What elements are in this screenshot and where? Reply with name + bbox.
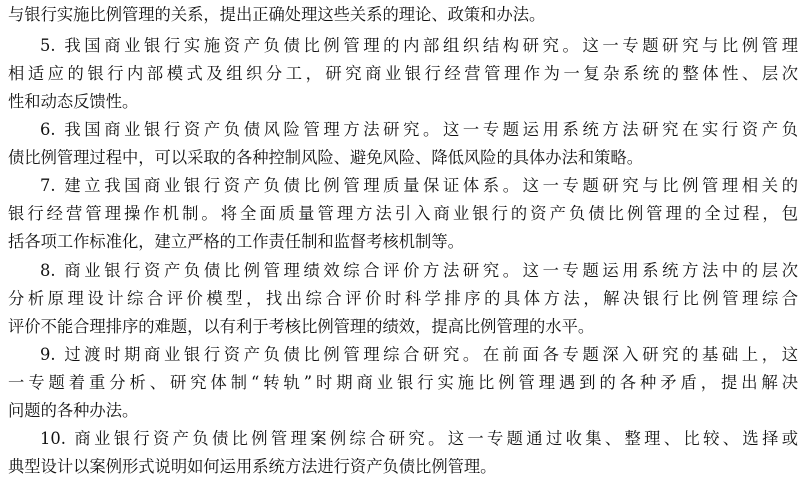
text-line: 分析原理设计综合评价模型，找出综合评价时科学排序的具体方法，解决银行比例管理综合 <box>8 289 798 308</box>
text-line: 一专题着重分析、研究体制“转轨”时期商业银行实施比例管理遇到的各种矛盾，提出解决 <box>8 373 798 392</box>
text-line: 问题的各种办法。 <box>8 401 139 420</box>
text-line: 债比例管理过程中，可以采取的各种控制风险、避免风险、降低风险的具体办法和策略。 <box>8 148 643 167</box>
text-line: 典型设计以案例形式说明如何运用系统方法进行资产负债比例管理。 <box>8 457 497 476</box>
item-10-first-line: 10. 商业银行资产负债比例管理案例综合研究。这一专题通过收集、整理、比较、选择或 <box>40 429 798 448</box>
text-line: 相适应的银行内部模式及组织分工，研究商业银行经营管理作为一复杂系统的整体性、层次 <box>8 64 798 83</box>
text-line: 性和动态反馈性。 <box>8 92 139 111</box>
text-line: 括各项工作标准化，建立严格的工作责任制和监督考核机制等。 <box>8 232 464 251</box>
text-line: 评价不能合理排序的难题，以有利于考核比例管理的绩效，提高比例管理的水平。 <box>8 317 595 336</box>
item-8-first-line: 8. 商业银行资产负债比例管理绩效综合评价方法研究。这一专题运用系统方法中的层次 <box>40 261 798 280</box>
item-9-first-line: 9. 过渡时期商业银行资产负债比例管理综合研究。在前面各专题深入研究的基础上，这 <box>40 345 798 364</box>
item-5-first-line: 5. 我国商业银行实施资产负债比例管理的内部组织结构研究。这一专题研究与比例管理 <box>40 36 798 55</box>
text-line: 银行经营管理操作机制。将全面质量管理方法引入商业银行的资产负债比例管理的全过程，包 <box>8 204 798 223</box>
item-6-first-line: 6. 我国商业银行资产负债风险管理方法研究。这一专题运用系统方法研究在实行资产负 <box>40 120 798 139</box>
text-line: 与银行实施比例管理的关系，提出正确处理这些关系的理论、政策和办法。 <box>8 5 546 24</box>
item-7-first-line: 7. 建立我国商业银行资产负债比例管理质量保证体系。这一专题研究与比例管理相关的 <box>40 176 798 195</box>
